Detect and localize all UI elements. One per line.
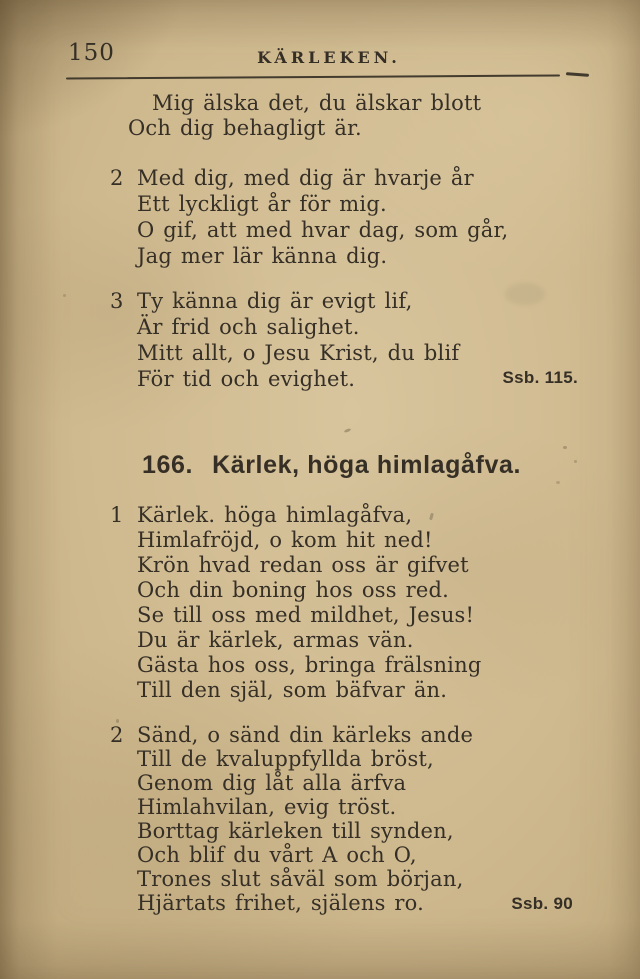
verse-line: Till den själ, som bäfvar än. <box>137 678 448 702</box>
ink-speck <box>63 294 66 297</box>
verse-line: Mig älska det, du älskar blott <box>152 91 482 115</box>
page-number: 150 <box>68 40 115 66</box>
verse-line: Och blif du vårt A och O, <box>137 843 417 867</box>
verse-line: Genom dig låt alla ärfva <box>137 771 407 795</box>
verse-line: Gästa hos oss, bringa frälsning <box>137 653 482 677</box>
verse-line: Jag mer lär känna dig. <box>137 244 388 268</box>
verse-line: Se till oss med mildhet, Jesus! <box>137 603 475 627</box>
verse <box>110 723 640 915</box>
verse-number: 1 <box>110 503 124 527</box>
verse-line: Till de kvaluppfyllda bröst, <box>137 747 434 771</box>
hymn-166 <box>110 503 640 914</box>
verse-number: 2 <box>110 723 124 747</box>
verse-line: Ty känna dig är evigt lif, <box>137 289 413 313</box>
hymn-number: 166. <box>142 451 194 479</box>
verse-line: Krön hvad redan oss är gifvet <box>137 553 469 577</box>
verse-line: Mitt allt, o Jesu Krist, du blif <box>137 341 460 365</box>
verse-line: Och din boning hos oss red. <box>137 578 449 602</box>
verse-line: Hjärtats frihet, själens ro. <box>137 891 425 915</box>
verse-line: Med dig, med dig är hvarje år <box>137 166 474 190</box>
ink-speck <box>574 460 577 463</box>
verse-line: Trones slut såväl som början, <box>137 867 464 891</box>
verse <box>110 165 640 269</box>
ink-speck <box>563 446 567 449</box>
verse-line: Och dig behagligt är. <box>128 116 362 140</box>
hymn-title: Kärlek, höga himlagåfva. <box>212 451 522 479</box>
verse-number: 3 <box>110 289 124 313</box>
text-column <box>110 0 640 914</box>
verse-line: Borttag kärleken till synden, <box>137 819 454 843</box>
verse-number: 2 <box>110 166 124 190</box>
verse-line: Sänd, o sänd din kärleks ande <box>137 723 474 747</box>
source-reference: Ssb. 90 <box>511 894 573 913</box>
verse-line: O gif, att med hvar dag, som går, <box>137 218 509 242</box>
ink-speck <box>556 481 560 484</box>
ink-speck <box>116 719 119 723</box>
verse-line: Är frid och salighet. <box>137 315 360 339</box>
verse-line: Himlafröjd, o kom hit ned! <box>137 528 433 552</box>
verse <box>110 91 640 141</box>
bleed-through-smudge <box>505 283 545 305</box>
verse-line: Kärlek. höga himlagåfva, <box>137 503 413 527</box>
verse <box>110 503 640 703</box>
source-reference: Ssb. 115. <box>502 368 578 387</box>
hymn-continuation <box>110 91 640 391</box>
verse-line: Ett lyckligt år för mig. <box>137 192 387 216</box>
running-title: KÄRLEKEN. <box>257 48 401 67</box>
verse-line: För tid och evighet. <box>137 367 356 391</box>
verse-line: Himlahvilan, evig tröst. <box>137 795 397 819</box>
verse-line: Du är kärlek, armas vän. <box>137 628 414 652</box>
hymn-heading <box>142 450 640 480</box>
